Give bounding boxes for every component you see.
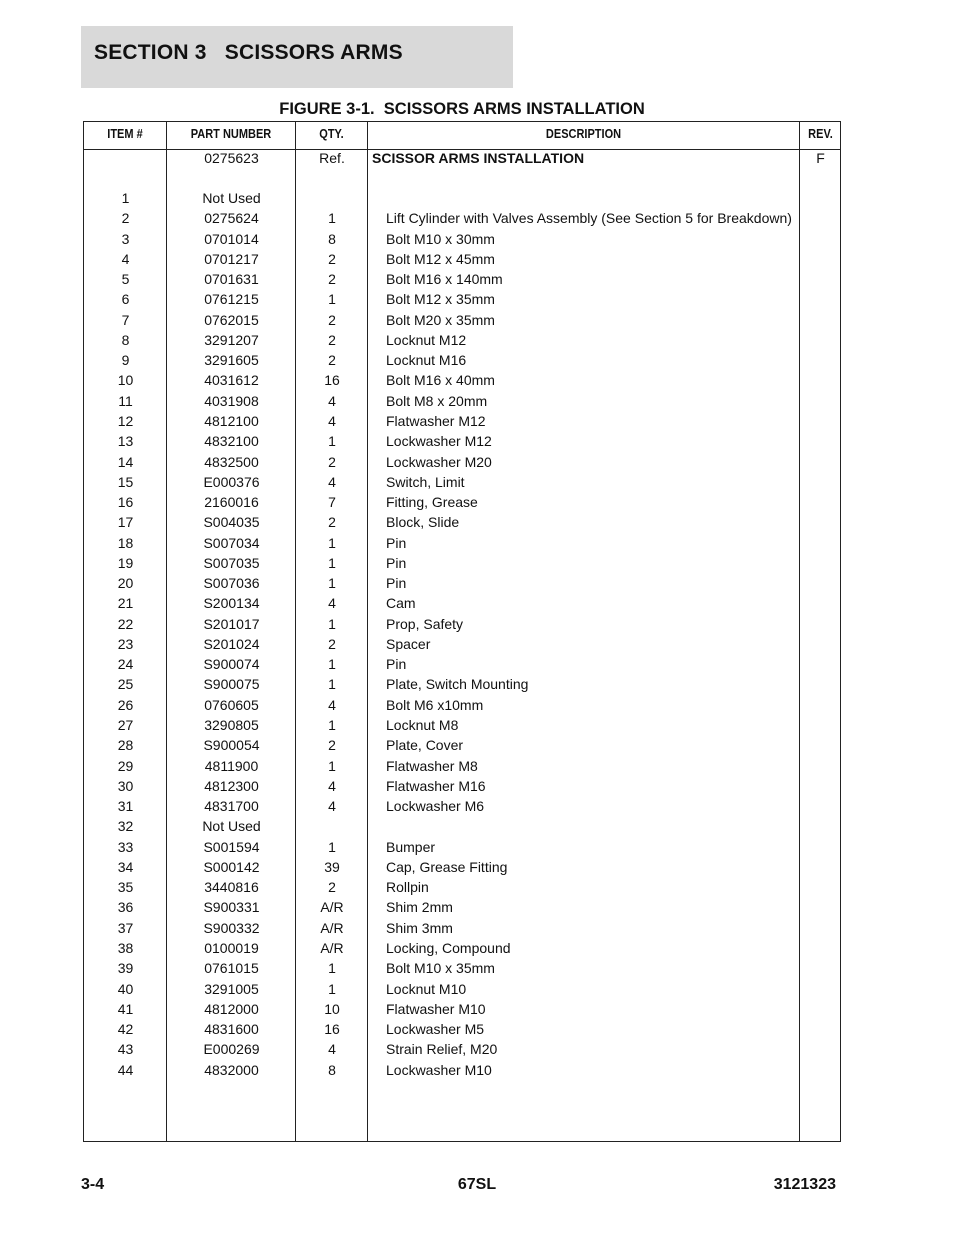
item-number: 38 [117,939,134,956]
table-row [84,1060,840,1080]
quantity: 2 [328,352,336,369]
table-row [84,391,840,411]
item-number: 11 [118,392,133,409]
table-row [84,695,840,715]
part-number: 0701631 [204,271,259,288]
section-title: SECTION 3 SCISSORS ARMS [94,41,403,64]
table-row [84,735,840,755]
part-number: Not Used [202,190,261,206]
part-number: 0760605 [204,696,259,713]
item-number: 12 [117,412,134,429]
part-number: 3291605 [204,352,259,369]
quantity: 8 [328,1061,336,1078]
table-row [84,999,840,1019]
quantity: 2 [328,311,336,328]
quantity: 1 [328,717,336,734]
description: SCISSOR ARMS INSTALLATION [372,150,585,166]
table-row [84,188,840,208]
description: Bolt M6 x10mm [386,696,484,713]
quantity: 1 [328,433,336,450]
description: Plate, Switch Mounting [386,676,529,693]
description: Pin [386,554,407,571]
figure-title: FIGURE 3-1. SCISSORS ARMS INSTALLATION [279,100,645,118]
description: Bolt M16 x 40mm [386,372,495,389]
quantity: 4 [328,777,336,794]
description: Fitting, Grease [386,494,478,511]
description: Flatwasher M16 [386,777,486,794]
item-number: 20 [117,575,134,592]
description: Pin [386,575,407,592]
table-row [84,796,840,816]
description: Pin [386,656,407,673]
part-number: S900331 [203,899,260,916]
description: Bolt M16 x 140mm [386,271,503,288]
revision: F [816,150,825,166]
item-number: 27 [117,717,134,734]
part-number: E000269 [203,1041,260,1058]
quantity: 1 [328,534,336,551]
part-number: 4812300 [204,777,259,794]
item-number: 1 [121,190,130,206]
part-number: E000376 [203,473,260,490]
part-number: Not Used [202,818,261,835]
column-header-description: DESCRIPTION [545,127,622,141]
item-number: 8 [121,331,130,348]
table-row [84,1039,840,1059]
item-number: 14 [117,453,134,470]
part-number: S900075 [203,676,260,693]
part-number: S007036 [203,575,260,592]
quantity: 7 [328,494,336,511]
part-number: 4832000 [204,1061,259,1078]
quantity: 1 [328,210,336,227]
description: Locknut M16 [386,352,467,369]
quantity: 4 [328,1041,336,1058]
quantity: 2 [328,879,336,896]
part-number: 4832500 [204,453,259,470]
description: Flatwasher M10 [386,1000,486,1017]
part-number: 4831600 [204,1021,259,1038]
quantity: 1 [328,291,336,308]
table-row [84,289,840,309]
quantity: 16 [324,1021,340,1038]
part-number: S001594 [203,838,260,855]
part-number: 4832100 [204,433,259,450]
part-number: 0275623 [204,150,259,166]
part-number: S000142 [203,858,260,875]
column-header-qty: QTY. [319,127,344,141]
part-number: 0100019 [204,939,259,956]
table-row [84,654,840,674]
table-row [84,877,840,897]
description: Cam [386,595,416,612]
item-number: 2 [121,210,130,227]
item-number: 43 [117,1041,134,1058]
description: Locknut M10 [386,980,467,997]
part-number: 3291207 [204,331,259,348]
part-number: S900332 [203,919,260,936]
quantity: 8 [328,230,336,247]
item-number: 30 [117,777,134,794]
quantity: 1 [328,980,336,997]
description: Rollpin [386,879,429,896]
table-row [84,614,840,634]
table-row [84,715,840,735]
item-number: 18 [117,534,134,551]
column-header-rev: REV. [808,127,833,141]
item-number: 44 [117,1061,134,1078]
description: Flatwasher M8 [386,757,478,774]
table-row [84,229,840,249]
description: Lockwasher M10 [386,1061,492,1078]
quantity: A/R [320,939,344,956]
table-row [84,370,840,390]
item-number: 42 [117,1021,134,1038]
item-number: 34 [117,858,134,875]
quantity: 1 [328,676,336,693]
part-number: S201017 [203,615,260,632]
column-header-item: ITEM # [107,127,143,141]
description: Shim 3mm [386,919,453,936]
item-number: 10 [117,372,134,389]
table-row [84,269,840,289]
item-number: 19 [117,554,134,571]
item-number: 40 [117,980,134,997]
item-number: 7 [121,311,130,328]
part-number: S200134 [203,595,260,612]
part-number: 0275624 [204,210,259,227]
item-number: 16 [117,494,134,511]
part-number: 0701217 [204,250,259,267]
part-number: 0761215 [204,291,259,308]
table-row [84,472,840,492]
quantity: 2 [328,635,336,652]
item-number: 25 [117,676,134,693]
description: Locknut M8 [386,717,459,734]
table-row [84,938,840,958]
part-number: S900074 [203,656,260,673]
item-number: 35 [117,879,134,896]
table-row [84,897,840,917]
item-number: 28 [117,737,134,754]
table-row [84,533,840,553]
item-number: 23 [117,635,134,652]
quantity: 2 [328,514,336,531]
description: Locknut M12 [386,331,467,348]
description: Block, Slide [386,514,460,531]
item-number: 24 [117,656,134,673]
description: Pin [386,534,407,551]
quantity: 4 [328,595,336,612]
description: Bolt M12 x 45mm [386,250,495,267]
part-number: S007034 [203,534,260,551]
part-number: S007035 [203,554,260,571]
quantity: 1 [328,554,336,571]
item-number: 39 [117,960,134,977]
quantity: 4 [328,412,336,429]
quantity: 1 [328,575,336,592]
table-row [84,634,840,654]
document-number: 3121323 [773,1176,836,1193]
table-row [84,1019,840,1039]
part-number: 3290805 [204,717,259,734]
table-row [84,553,840,573]
table-row [84,411,840,431]
item-number: 31 [117,798,134,815]
table-row [84,674,840,694]
description: Flatwasher M12 [386,412,486,429]
description: Lockwasher M20 [386,453,492,470]
description: Bolt M10 x 35mm [386,960,495,977]
quantity: 4 [328,473,336,490]
quantity: 1 [328,615,336,632]
item-number: 21 [117,595,134,612]
description: Lockwasher M12 [386,433,492,450]
model-name: 67SL [457,1176,497,1193]
description: Spacer [386,635,431,652]
quantity: 2 [328,250,336,267]
table-row [84,492,840,512]
table-row [84,431,840,451]
description: Bumper [386,838,436,855]
part-number: 0761015 [204,960,259,977]
table-row [84,593,840,613]
description: Lift Cylinder with Valves Assembly (See Section 5 for Breakdown) [386,210,792,227]
part-number: 0701014 [204,230,259,247]
table-row [84,756,840,776]
table-row [84,776,840,796]
quantity: 2 [328,271,336,288]
item-number: 33 [117,838,134,855]
description: Strain Relief, M20 [386,1041,498,1058]
item-number: 36 [117,899,134,916]
quantity: 2 [328,737,336,754]
quantity: 1 [328,656,336,673]
description: Bolt M12 x 35mm [386,291,495,308]
description: Locking, Compound [386,939,511,956]
quantity: 4 [328,392,336,409]
item-number: 9 [121,352,130,369]
parts-table [83,121,841,1142]
item-number: 26 [117,696,134,713]
table-row-assembly [84,148,840,168]
part-number: 4811900 [204,757,259,774]
quantity: 4 [328,798,336,815]
description: Cap, Grease Fitting [386,858,508,875]
quantity: 10 [324,1000,340,1017]
part-number: 4031612 [204,372,259,389]
part-number: 4812100 [204,412,259,429]
description: Plate, Cover [386,737,464,754]
table-row [84,310,840,330]
quantity: 16 [324,372,340,389]
table-row [84,816,840,836]
description: Bolt M20 x 35mm [386,311,495,328]
table-row [84,208,840,228]
table-row [84,958,840,978]
description: Lockwasher M6 [386,798,485,815]
quantity: A/R [320,919,344,936]
part-number: 4831700 [204,798,259,815]
description: Bolt M10 x 30mm [386,230,495,247]
table-row [84,979,840,999]
quantity: 4 [328,696,336,713]
table-row [84,573,840,593]
part-number: S900054 [203,737,260,754]
quantity: 1 [328,757,336,774]
item-number: 32 [117,818,134,835]
item-number: 6 [121,291,130,308]
quantity: 2 [328,331,336,348]
column-header-part-number: PART NUMBER [190,127,272,141]
part-number: 3291005 [204,980,259,997]
description: Lockwasher M5 [386,1021,485,1038]
quantity: 2 [328,453,336,470]
part-number: S201024 [203,635,260,652]
part-number: 0762015 [204,311,259,328]
table-row [84,837,840,857]
quantity: 1 [328,960,336,977]
description: Bolt M8 x 20mm [386,392,488,409]
item-number: 3 [121,230,130,247]
table-row [84,249,840,269]
table-row [84,350,840,370]
quantity: 39 [324,858,340,875]
part-number: 2160016 [204,494,259,511]
table-row [84,918,840,938]
part-number: 4031908 [204,392,259,409]
quantity: A/R [320,899,344,916]
quantity: 1 [328,838,336,855]
item-number: 13 [117,433,134,450]
item-number: 29 [117,757,134,774]
table-row [84,512,840,532]
item-number: 4 [121,250,130,267]
description: Prop, Safety [386,615,464,632]
table-row [84,857,840,877]
page-number: 3-4 [81,1176,105,1193]
quantity: Ref. [319,150,345,166]
description: Shim 2mm [386,899,453,916]
part-number: 4812000 [204,1000,259,1017]
part-number: 3440816 [204,879,259,896]
item-number: 5 [121,271,130,288]
item-number: 15 [117,473,134,490]
item-number: 37 [117,919,134,936]
table-row [84,330,840,350]
item-number: 41 [117,1000,134,1017]
part-number: S004035 [203,514,260,531]
item-number: 17 [117,514,134,531]
item-number: 22 [117,615,134,632]
description: Switch, Limit [386,473,465,490]
table-row [84,452,840,472]
